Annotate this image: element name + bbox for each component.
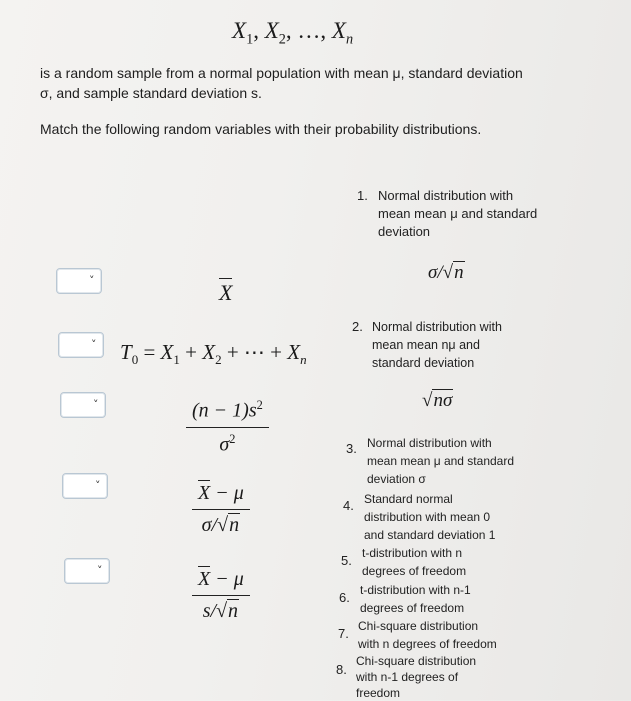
chevron-down-icon: ˅	[91, 338, 97, 351]
expr-sum-t0: $T_0 = X_1 + X_2$ + ⋯ + $X_n$	[120, 340, 307, 368]
option-number-7: 7.	[338, 626, 349, 641]
option-number-2: 2.	[352, 319, 363, 334]
option-number-1: 1.	[357, 188, 368, 203]
option-number-3: 3.	[346, 441, 357, 456]
intro-line-1: is a random sample from a normal population with mean μ, standard deviation	[40, 65, 523, 81]
instruction-text: Match the following random variables with their probability distributions.	[40, 121, 482, 137]
option-number-4: 4.	[343, 498, 354, 513]
option-1-math: σ/√n	[428, 262, 464, 283]
expr-sample-mean: X	[219, 280, 233, 305]
expr-chi-square-statistic: $\frac{(n - 1)s^2}{\sigma^2}$	[186, 398, 269, 457]
option-number-5: 5.	[341, 553, 352, 568]
expr-t-statistic: $\frac{X - \mu}{s/√n}$	[192, 568, 250, 623]
option-number-6: 6.	[339, 590, 350, 605]
option-number-8: 8.	[336, 662, 347, 677]
chevron-down-icon: ˅	[89, 274, 95, 287]
option-4: Standard normal distribution with mean 0 and standard deviation 1	[364, 492, 496, 542]
option-3: Normal distribution with mean mean μ and standard deviation σ	[367, 436, 515, 486]
answer-dropdown-4[interactable]	[62, 473, 108, 499]
option-1: Normal distribution with mean mean μ and standard deviation	[378, 188, 538, 239]
chevron-down-icon: ˅	[93, 398, 99, 411]
answer-dropdown-3[interactable]	[60, 392, 106, 418]
intro-line-2: σ, and sample standard deviation s.	[40, 85, 262, 101]
expr-z-statistic: $\frac{X - \mu}{\sigma/√n}$	[192, 482, 250, 537]
sample-header-math: $X_1$, $X_2$, …, $X_n$	[232, 18, 354, 48]
answer-dropdown-5[interactable]	[64, 558, 110, 584]
option-8: Chi-square distribution with n-1 degrees of freedom	[356, 654, 477, 700]
chevron-down-icon: ˅	[95, 479, 101, 492]
option-7: Chi-square distribution with n degrees of freedom	[358, 619, 497, 651]
option-5: t-distribution with n degrees of freedom	[362, 546, 467, 578]
answer-dropdown-1[interactable]	[56, 268, 102, 294]
answer-dropdown-2[interactable]	[58, 332, 104, 358]
option-2-math: √nσ	[422, 390, 453, 411]
chevron-down-icon: ˅	[97, 564, 103, 577]
option-2: Normal distribution with mean mean nμ and standard deviation	[372, 320, 502, 370]
option-6: t-distribution with n-1 degrees of freedom	[360, 583, 471, 615]
